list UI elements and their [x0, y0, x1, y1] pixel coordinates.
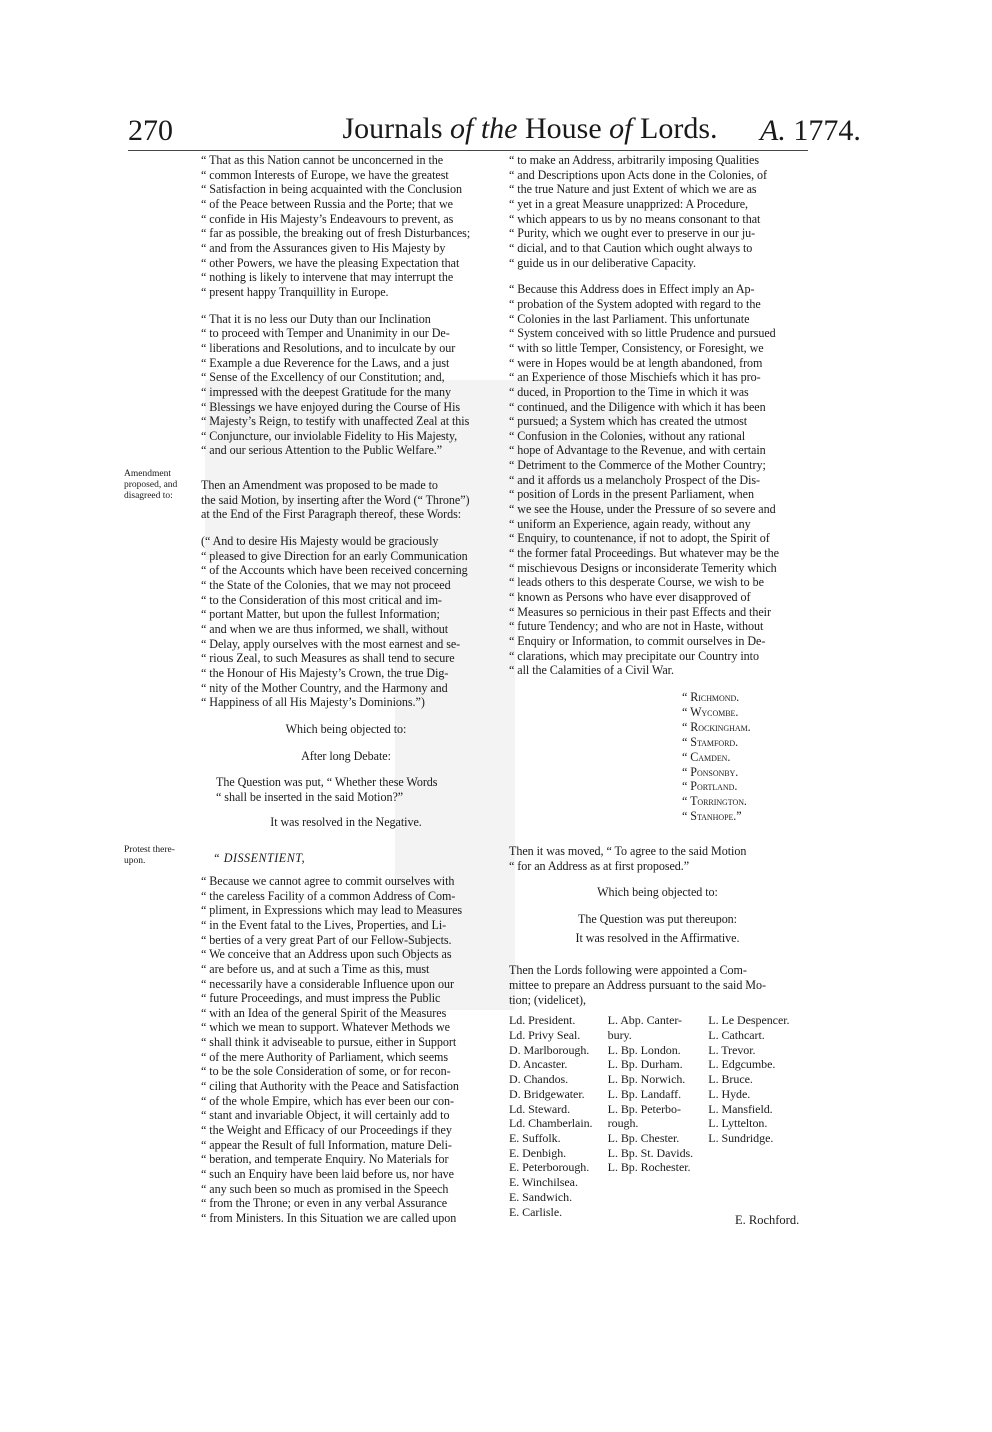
text-line: “ shall be inserted in the said Motion?”: [216, 789, 404, 804]
text-line: “ portant Matter, but upon the fullest Information;: [201, 607, 440, 622]
moved-paragraph: [509, 844, 806, 873]
margin-note-line: Amendment: [124, 469, 171, 479]
text-line: “ yet in a great Measure unapprized: A Procedure,: [509, 196, 748, 211]
text-line: “ Because we cannot agree to commit ourselves with: [201, 873, 455, 888]
text-line: “ the careless Facility of a common Address of Com-: [201, 888, 456, 903]
text-line: “ Happiness of all His Majesty’s Dominions.”): [201, 695, 425, 710]
lord-name: bury.: [607, 1028, 632, 1043]
text-line: “ Delay, apply ourselves with the most earnest and se-: [201, 636, 461, 651]
text-line: “ Enquiry or Information, to commit ourselves in De-: [509, 634, 766, 648]
objected-line-2: Which being objected to:: [597, 885, 718, 900]
text-line: “ the Honour of His Majesty’s Crown, the true Dig-: [201, 666, 449, 680]
text-line: “ berties of a very great Part of our Fellow-Subjects.: [201, 932, 452, 947]
text-line: Then the Lords following were appointed a Com-: [509, 963, 747, 978]
text-line: “ appear the Result of full Information, mature Deli-: [201, 1137, 452, 1152]
lord-name: L. Mansfield.: [708, 1101, 773, 1116]
text-line: “ the former fatal Proceedings. But whatever may be the: [509, 546, 779, 561]
text-line: “ duced, in Proportion to the Time in which it was: [509, 384, 749, 399]
text-line: “ to proceed with Temper and Unanimity in our De-: [201, 326, 450, 341]
text-line: “ mischievous Designs or inconsiderate Temerity which: [509, 560, 777, 575]
objected-line: Which being objected to:: [285, 721, 407, 736]
lord-name: L. Bruce.: [708, 1072, 753, 1087]
signature: “ Wycombe.: [682, 704, 739, 719]
margin-note-line: disagreed to:: [124, 491, 173, 501]
text-line: “ rious Zeal, to such Measures as shall tend to secure: [201, 651, 455, 666]
text-line: “ pleased to give Direction for an early Communication: [201, 548, 468, 563]
text-line: “ Blessings we have enjoyed during the Course of His: [201, 399, 461, 414]
lord-rochford: E. Rochford.: [735, 1213, 800, 1227]
signature: “ Stamford.: [682, 734, 739, 749]
page-title: [300, 112, 760, 146]
text-line: “ and our serious Attention to the Public Welfare.”: [201, 443, 443, 458]
text-line: “ Colonies in the last Parliament. This unfortunate: [509, 311, 750, 326]
signature: “ Camden.: [682, 749, 731, 764]
text-line: “ liberations and Resolutions, and to inculcate by our: [201, 340, 456, 355]
amendment-paragraph: [201, 478, 491, 522]
lord-name: L. Bp. Durham.: [607, 1057, 683, 1072]
signature: “ Rockingham.: [682, 719, 751, 734]
lord-name: L. Bp. St. Davids.: [607, 1145, 694, 1160]
lord-name: L. Bp. Chester.: [607, 1131, 680, 1145]
text-line: “ known as Persons who have ever disapproved of: [509, 590, 751, 605]
lord-name: L. Cathcart.: [708, 1028, 765, 1043]
text-line: “ and it affords us a melancholy Prospect of the Dis-: [509, 472, 761, 487]
left-column: [201, 153, 491, 1238]
lord-name: L. Bp. London.: [607, 1042, 681, 1057]
lord-name: L. Bp. Peterbo-: [607, 1101, 681, 1116]
text-line: “ nity of the Mother Country, and the Harmony and: [201, 680, 448, 695]
lord-name: E. Peterborough.: [509, 1160, 590, 1175]
lord-name: Ld. Chamberlain.: [509, 1116, 593, 1131]
text-line: “ the State of the Colonies, that we may not proceed: [201, 578, 451, 593]
text-line: “ and when we are thus informed, we shall, without: [201, 622, 449, 637]
margin-note-line: Protest there-: [124, 845, 175, 855]
text-line: “ to make an Address, arbitrarily imposing Qualities: [509, 153, 759, 167]
text-line: tion; (videlicet),: [509, 992, 587, 1007]
text-line: “ impressed with the deepest Gratitude for the many: [201, 384, 451, 399]
text-line: “ of the Accounts which have been received concerning: [201, 563, 468, 578]
text-line: “ Conjuncture, our inviolable Fidelity to His Majesty,: [201, 428, 458, 443]
lord-name: D. Marlborough.: [509, 1042, 590, 1057]
text-line: “ Enquiry, to countenance, if not to adopt, the Spirit of: [509, 531, 770, 546]
text-line: the said Motion, by inserting after the Word (“ Throne”): [201, 492, 470, 507]
resolved-negative: It was resolved in the Negative.: [270, 814, 422, 829]
title-part: Lords.: [632, 112, 718, 145]
lord-name: L. Le Despencer.: [708, 1013, 790, 1028]
header-rule: [128, 150, 808, 151]
amendment-text: [201, 534, 491, 710]
protest-paragraph-2: [509, 282, 806, 678]
lord-name: L. Sundridge.: [708, 1131, 774, 1145]
text-line: “ leads others to this desperate Course, we wish to be: [509, 575, 764, 590]
text-line: “ Majesty’s Reign, to testify with unaffected Zeal at this: [201, 414, 470, 429]
lord-name: E. Carlisle.: [509, 1204, 563, 1219]
text-line: “ ciling that Authority with the Peace and Satisfaction: [201, 1079, 459, 1094]
text-line: “ Purity, which we ought ever to preserve in our ju-: [509, 226, 756, 241]
text-line: “ pliment, in Expressions which may lead to Measures: [201, 903, 463, 918]
text-line: “ which we mean to support. Whatever Methods we: [201, 1020, 450, 1035]
text-line: “ the true Nature and just Extent of which we are as: [509, 182, 757, 197]
signature: “ Stanhope.”: [682, 809, 742, 824]
year-prefix: A.: [760, 114, 786, 147]
text-line: “ Measures so pernicious in their past Effects and their: [509, 604, 771, 619]
resolved-affirmative: It was resolved in the Affirmative.: [575, 930, 740, 945]
text-line: “ present happy Tranquillity in Europe.: [201, 284, 389, 299]
text-line: Then it was moved, “ To agree to the said Motion: [509, 844, 747, 859]
text-line: “ Confusion in the Colonies, without any rational: [509, 428, 746, 443]
lord-name: Ld. President.: [509, 1013, 576, 1028]
text-line: “ of the Peace between Russia and the Porte; that we: [201, 196, 453, 211]
text-line: “ hope of Advantage to the Revenue, and with certain: [509, 443, 766, 458]
lord-name: L. Hyde.: [708, 1086, 751, 1101]
title-part: Journals: [342, 112, 450, 145]
protest-paragraph-1: [201, 874, 491, 1226]
page-year: [760, 114, 861, 148]
text-line: “ position of Lords in the present Parliament, when: [509, 487, 754, 502]
lord-name: L. Bp. Rochester.: [607, 1160, 691, 1175]
protest-paragraph-1-cont: [509, 153, 806, 270]
lord-name: E. Winchilsea.: [509, 1175, 578, 1190]
committee-lords-list: [509, 1013, 806, 1219]
text-line: “ from Ministers. In this Situation we are called upon: [201, 1211, 457, 1225]
text-line: “ guide us in our deliberative Capacity.: [509, 255, 696, 270]
margin-note-protest: [124, 845, 200, 867]
text-line: “ That as this Nation cannot be unconcerned in the: [201, 153, 444, 167]
address-paragraph-europe: [201, 153, 491, 300]
text-line: “ dicial, and to that Caution which ought always to: [509, 240, 753, 255]
lord-name: E. Suffolk.: [509, 1131, 561, 1145]
text-line: “ pursued; a System which has created the utmost: [509, 414, 748, 429]
address-paragraph-duty: [201, 312, 491, 459]
text-line: mittee to prepare an Address pursuant to the said Mo-: [509, 978, 766, 993]
debate-line: After long Debate:: [301, 748, 391, 763]
right-column: [509, 153, 806, 1219]
text-line: “ which appears to us by no means consonant to that: [509, 211, 761, 226]
signature: “ Ponsonby.: [682, 764, 739, 779]
margin-note-line: upon.: [124, 856, 146, 866]
lord-name: E. Denbigh.: [509, 1145, 567, 1160]
margin-note-amendment: [124, 469, 200, 502]
text-line: “ to the Consideration of this most critical and im-: [201, 592, 442, 607]
text-line: “ an Experience of those Mischiefs which it has pro-: [509, 370, 761, 385]
text-line: “ future Proceedings, and must impress the Public: [201, 991, 441, 1006]
text-line: “ in the Event fatal to the Lives, Properties, and Li-: [201, 917, 447, 932]
text-line: “ clarations, which may precipitate our Country into: [509, 648, 759, 663]
text-line: “ all the Calamities of a Civil War.: [509, 663, 674, 678]
margin-note-line: proposed, and: [124, 480, 178, 490]
lords-column-1: [509, 1013, 608, 1219]
lord-name: E. Sandwich.: [509, 1189, 573, 1204]
text-line: (“ And to desire His Majesty would be graciously: [201, 534, 439, 549]
lord-name: L. Trevor.: [708, 1042, 756, 1057]
text-line: “ of the mere Authority of Parliament, which seems: [201, 1049, 449, 1064]
lord-name: D. Bridgewater.: [509, 1086, 585, 1101]
text-line: “ common Interests of Europe, we have the greatest: [201, 167, 449, 182]
text-line: “ of the whole Empire, which has ever been our con-: [201, 1093, 455, 1108]
lord-name: L. Bp. Norwich.: [607, 1072, 686, 1087]
question-line-2: The Question was put thereupon:: [578, 912, 737, 927]
text-line: “ Satisfaction in being acquainted with the Conclusion: [201, 182, 462, 197]
text-line: “ from the Throne; or even in any verbal Assurance: [201, 1196, 448, 1211]
signature: “ Portland.: [682, 779, 738, 794]
lord-name: L. Abp. Canter-: [607, 1013, 682, 1028]
text-line: “ continued, and the Diligence with which it has been: [509, 399, 766, 414]
text-line: “ and from the Assurances given to His Majesty by: [201, 240, 446, 255]
text-line: “ We conceive that an Address upon such Objects as: [201, 947, 452, 962]
lord-name: Ld. Steward.: [509, 1101, 571, 1116]
text-line: “ Detriment to the Commerce of the Mother Country;: [509, 458, 766, 473]
text-line: “ shall think it adviseable to pursue, either in Support: [201, 1035, 457, 1050]
lords-column-3: [708, 1013, 806, 1219]
lord-name: Ld. Privy Seal.: [509, 1028, 581, 1043]
text-line: “ probation of the System adopted with regard to the: [509, 296, 761, 311]
dissentient-heading: “ DISSENTIENT,: [213, 851, 306, 866]
lords-column-2: [608, 1013, 709, 1219]
lord-name: L. Bp. Landaff.: [607, 1086, 682, 1101]
text-line: “ with so little Temper, Consistency, or Foresight, we: [509, 340, 764, 355]
year-value: 1774.: [793, 114, 861, 147]
committee-paragraph: [509, 963, 806, 1007]
question-paragraph: [216, 775, 491, 804]
text-line: “ necessarily have a considerable Influence upon our: [201, 976, 454, 991]
lord-name: D. Chandos.: [509, 1072, 569, 1087]
text-line: “ That it is no less our Duty than our Inclination: [201, 311, 431, 326]
text-line: “ for an Address as at first proposed.”: [509, 858, 690, 873]
text-line: “ are before us, and at such a Time as this, must: [201, 961, 430, 976]
text-line: “ System conceived with so little Prudence and pursued: [509, 326, 776, 341]
text-line: “ future Tendency; and who are not in Haste, without: [509, 619, 764, 634]
text-line: “ beration, and temperate Enquiry. No Materials for: [201, 1152, 449, 1167]
text-line: The Question was put, “ Whether these Words: [216, 775, 438, 790]
signature-list: [682, 690, 806, 824]
text-line: “ to be the sole Consideration of some, or for recon-: [201, 1064, 451, 1079]
text-line: “ Example a due Reverence for the Laws, and a just: [201, 355, 450, 370]
title-part: House: [517, 112, 610, 145]
text-line: “ we see the House, under the Pressure of so severe and: [509, 502, 776, 517]
text-line: “ nothing is likely to intervene that may interrupt the: [201, 270, 454, 285]
text-line: at the End of the First Paragraph thereof, these Words:: [201, 507, 462, 522]
page-number: 270: [128, 114, 173, 147]
text-line: “ any such been so much as promised in the Speech: [201, 1181, 449, 1196]
title-italic: of the: [450, 112, 518, 145]
text-line: “ confide in His Majesty’s Endeavours to prevent, as: [201, 211, 454, 226]
text-line: “ uniform an Experience, again ready, without any: [509, 516, 751, 531]
text-line: “ were in Hopes would be at length abandoned, from: [509, 355, 763, 370]
text-line: “ Because this Address does in Effect imply an Ap-: [509, 282, 755, 297]
text-line: “ far as possible, the breaking out of fresh Disturbances;: [201, 226, 471, 241]
text-line: Then an Amendment was proposed to be made to: [201, 478, 438, 493]
title-italic: of: [609, 112, 633, 145]
lord-name: L. Lyttelton.: [708, 1116, 768, 1131]
text-line: “ such an Enquiry have been laid before us, nor have: [201, 1167, 454, 1182]
signature: “ Torrington.: [682, 794, 747, 809]
text-line: “ Sense of the Excellency of our Constitution; and,: [201, 370, 445, 385]
lord-name: L. Edgcumbe.: [708, 1057, 776, 1072]
text-line: “ other Powers, we have the pleasing Expectation that: [201, 255, 460, 270]
signature: “ Richmond.: [682, 689, 740, 704]
text-line: “ the Weight and Efficacy of our Proceedings if they: [201, 1123, 452, 1138]
text-line: “ and Descriptions upon Acts done in the Colonies, of: [509, 167, 767, 182]
lord-name: D. Ancaster.: [509, 1057, 568, 1072]
text-line: “ stant and invariable Object, it will certainly add to: [201, 1108, 450, 1123]
lord-name: rough.: [607, 1116, 639, 1131]
text-line: “ with an Idea of the general Spirit of the Measures: [201, 1005, 447, 1020]
